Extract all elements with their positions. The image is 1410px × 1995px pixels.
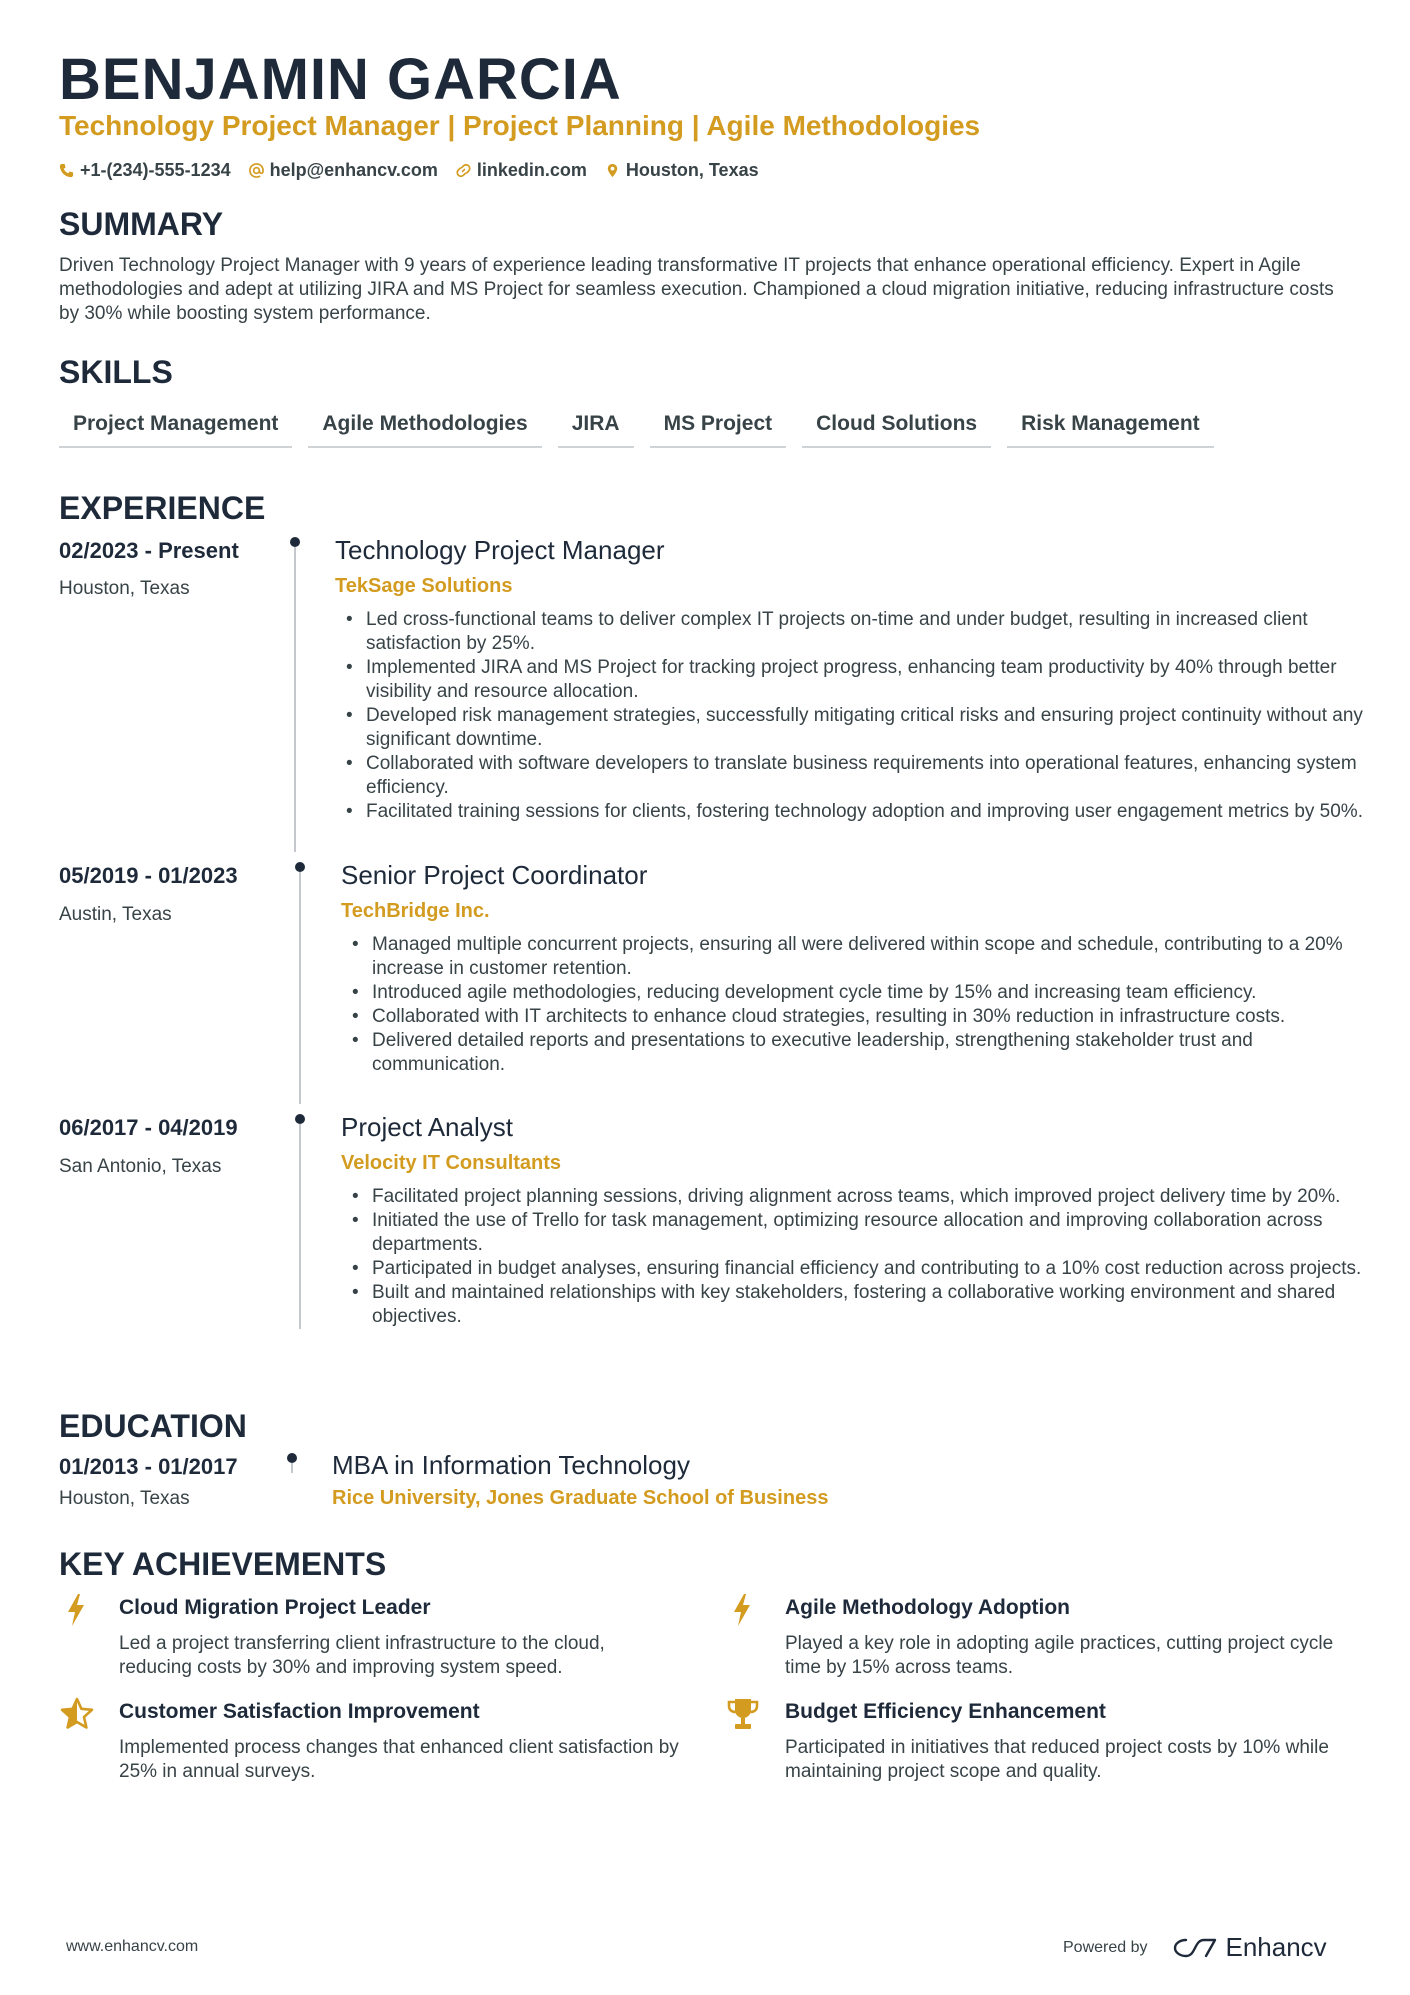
candidate-name: BENJAMIN GARCIA bbox=[59, 47, 622, 112]
brand-name: Enhancv bbox=[1225, 1932, 1327, 1962]
star-icon bbox=[59, 1696, 95, 1732]
achievements-heading: KEY ACHIEVEMENTS bbox=[59, 1546, 387, 1582]
contact-bar bbox=[59, 160, 759, 181]
job-bullet: • Built and maintained relationships with key stakeholders, fostering a collaborative working environment and shared objectives. bbox=[372, 1281, 1372, 1329]
job-bullet: • Introduced agile methodologies, reducing development cycle time by 15% and increasing team efficiency. bbox=[372, 981, 1368, 1005]
phone-text: +1-(234)-555-1234 bbox=[80, 160, 231, 180]
education-date: 01/2013 - 01/2017 bbox=[59, 1454, 238, 1479]
job-location: Austin, Texas bbox=[59, 904, 172, 925]
job-location: Houston, Texas bbox=[59, 578, 190, 599]
skill-tag: JIRA bbox=[558, 408, 634, 448]
powered-by-label: Powered by bbox=[1063, 1938, 1148, 1956]
location-pin-icon bbox=[605, 163, 620, 178]
job-bullet: • Developed risk management strategies, successfully mitigating critical risks and ensuring project continuity without any significant downtime. bbox=[366, 704, 1368, 752]
skills-list bbox=[59, 408, 1214, 448]
summary-heading: SUMMARY bbox=[59, 206, 224, 242]
achievement-desc: Led a project transferring client infrastructure to the cloud, reducing costs by 30% and improving system speed. bbox=[119, 1633, 605, 1678]
job-date: 02/2023 - Present bbox=[59, 538, 239, 563]
timeline-dot bbox=[295, 1114, 305, 1124]
achievement-desc: Participated in initiatives that reduced project costs by 10% while maintaining project scope and quality. bbox=[785, 1737, 1329, 1782]
school-name: Rice University, Jones Graduate School of Business bbox=[332, 1487, 829, 1509]
contact-location bbox=[605, 160, 759, 181]
timeline-line bbox=[291, 1463, 293, 1473]
link-icon bbox=[456, 163, 471, 178]
job-bullets bbox=[350, 933, 1368, 1077]
enhancv-logo[interactable] bbox=[1172, 1932, 1327, 1963]
skills-heading: SKILLS bbox=[59, 354, 173, 390]
job-title: Technology Project Manager bbox=[335, 535, 665, 565]
job-bullets bbox=[350, 1185, 1372, 1329]
skill-tag: MS Project bbox=[650, 408, 787, 448]
job-date: 05/2019 - 01/2023 bbox=[59, 863, 238, 888]
job-bullet: • Delivered detailed reports and presentations to executive leadership, strengthening stakeholder trust and communication. bbox=[372, 1029, 1368, 1077]
phone-icon bbox=[59, 163, 74, 178]
timeline-line bbox=[299, 872, 301, 1104]
education-location: Houston, Texas bbox=[59, 1488, 190, 1509]
job-bullets bbox=[344, 608, 1368, 824]
summary-text: Driven Technology Project Manager with 9 years of experience leading transformative IT projects that enhance operational efficiency. Expert in Agile methodologies and adept at utilizing JIRA and MS Project for seamless execution. Championed a cloud migration initiative, reducing infrastructure costs by 30% while boosting system performance. bbox=[59, 255, 1334, 324]
achievement-title: Customer Satisfaction Improvement bbox=[119, 1700, 480, 1723]
lightning-icon bbox=[59, 1592, 95, 1628]
achievement-desc: Implemented process changes that enhanced client satisfaction by 25% in annual surveys. bbox=[119, 1737, 679, 1782]
contact-phone[interactable] bbox=[59, 160, 231, 181]
footer-branding bbox=[1063, 1932, 1327, 1963]
timeline-line bbox=[294, 547, 296, 852]
timeline-line bbox=[299, 1124, 301, 1329]
job-bullet: • Implemented JIRA and MS Project for tracking project progress, enhancing team productivity by 40% through better visibility and resource allocation. bbox=[366, 656, 1368, 704]
job-title: Senior Project Coordinator bbox=[341, 860, 648, 890]
achievement-title: Agile Methodology Adoption bbox=[785, 1596, 1071, 1619]
experience-heading: EXPERIENCE bbox=[59, 490, 266, 526]
timeline-dot bbox=[287, 1453, 297, 1463]
email-text: help@enhancv.com bbox=[269, 160, 438, 180]
at-icon bbox=[249, 163, 264, 178]
job-bullet: • Led cross-functional teams to deliver complex IT projects on-time and under budget, resulting in increased client satisfaction by 25%. bbox=[366, 608, 1368, 656]
footer-website[interactable]: www.enhancv.com bbox=[66, 1938, 199, 1955]
headline: Technology Project Manager | Project Planning | Agile Methodologies bbox=[59, 110, 981, 141]
job-bullet: • Collaborated with software developers to translate business requirements into operational features, enhancing system efficiency. bbox=[366, 752, 1368, 800]
job-bullet: • Participated in budget analyses, ensuring financial efficiency and contributing to a 10% cost reduction across projects. bbox=[372, 1257, 1372, 1281]
achievement-title: Budget Efficiency Enhancement bbox=[785, 1700, 1106, 1723]
job-title: Project Analyst bbox=[341, 1112, 513, 1142]
degree-title: MBA in Information Technology bbox=[332, 1450, 690, 1480]
contact-email[interactable] bbox=[249, 160, 438, 181]
job-bullet: • Facilitated training sessions for clients, fostering technology adoption and improving user engagement metrics by 50%. bbox=[366, 800, 1368, 824]
skill-tag: Project Management bbox=[59, 408, 292, 448]
enhancv-logo-icon bbox=[1172, 1936, 1218, 1960]
timeline-dot bbox=[290, 537, 300, 547]
job-company: TechBridge Inc. bbox=[341, 900, 490, 922]
job-bullet: • Facilitated project planning sessions, driving alignment across teams, which improved project delivery time by 20%. bbox=[372, 1185, 1372, 1209]
lightning-icon bbox=[725, 1592, 761, 1628]
job-company: Velocity IT Consultants bbox=[341, 1152, 562, 1174]
achievement-desc: Played a key role in adopting agile practices, cutting project cycle time by 15% across teams. bbox=[785, 1633, 1334, 1678]
skill-tag: Cloud Solutions bbox=[802, 408, 991, 448]
job-bullet: • Managed multiple concurrent projects, ensuring all were delivered within scope and schedule, contributing to a 20% increase in customer retention. bbox=[372, 933, 1368, 981]
job-bullet: • Initiated the use of Trello for task management, optimizing resource allocation and improving collaboration across departments. bbox=[372, 1209, 1372, 1257]
location-text: Houston, Texas bbox=[625, 160, 759, 180]
achievement-title: Cloud Migration Project Leader bbox=[119, 1596, 431, 1619]
skill-tag: Agile Methodologies bbox=[308, 408, 541, 448]
education-heading: EDUCATION bbox=[59, 1408, 247, 1444]
job-company: TekSage Solutions bbox=[335, 575, 513, 597]
contact-linkedin[interactable] bbox=[456, 160, 587, 181]
timeline-dot bbox=[295, 862, 305, 872]
job-location: San Antonio, Texas bbox=[59, 1156, 222, 1177]
linkedin-text: linkedin.com bbox=[476, 160, 587, 180]
job-date: 06/2017 - 04/2019 bbox=[59, 1115, 238, 1140]
job-bullet: • Collaborated with IT architects to enhance cloud strategies, resulting in 30% reduction in infrastructure costs. bbox=[372, 1005, 1368, 1029]
trophy-icon bbox=[725, 1696, 761, 1732]
skill-tag: Risk Management bbox=[1007, 408, 1214, 448]
